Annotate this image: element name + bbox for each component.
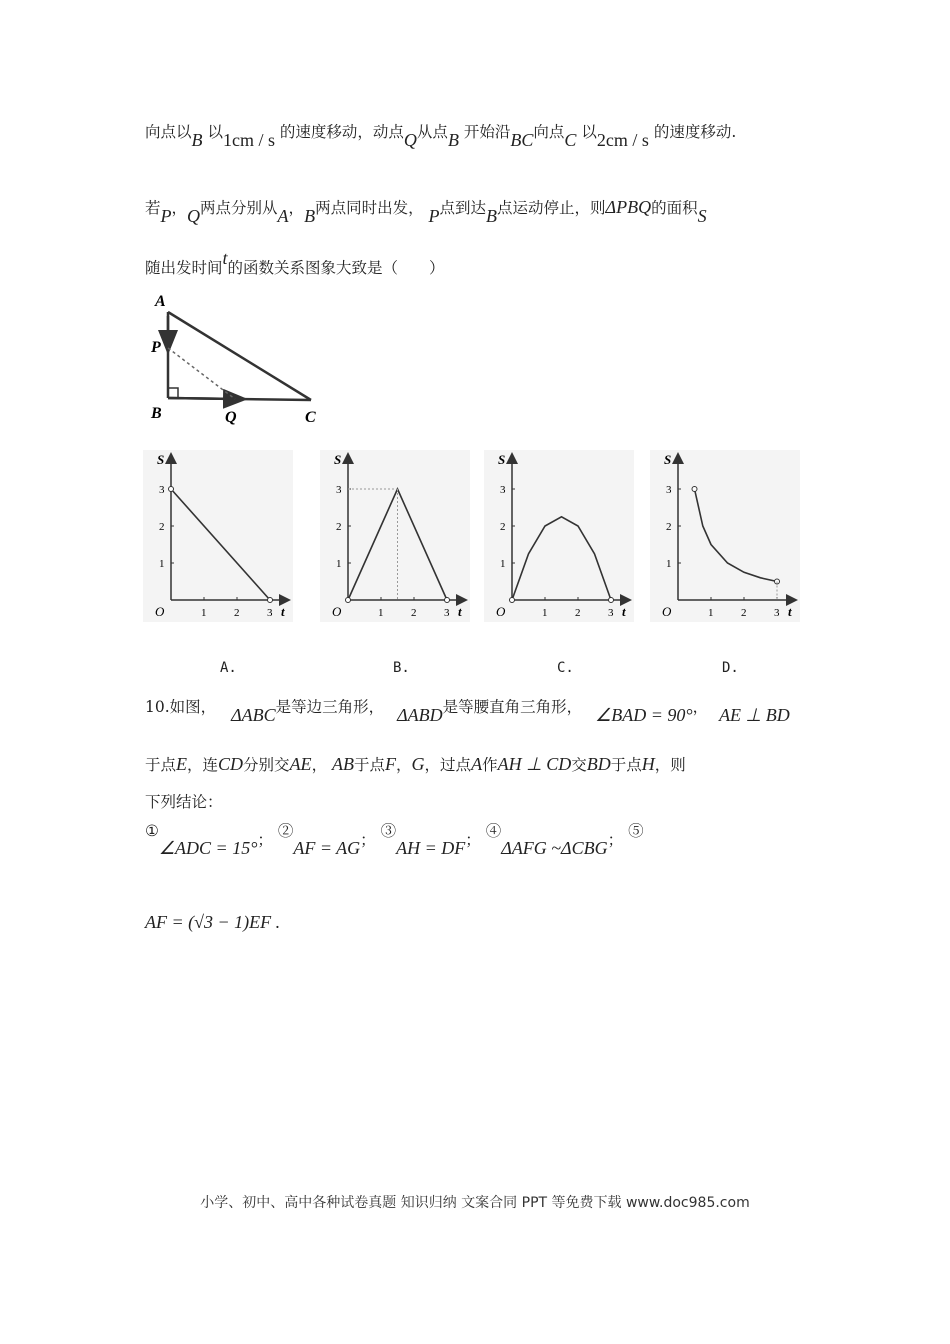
statement-3: AH = DF — [396, 838, 466, 858]
math-b: B — [447, 130, 459, 150]
origin-label: O — [155, 604, 165, 619]
endpoint-marker — [510, 598, 515, 603]
endpoint-marker — [609, 598, 614, 603]
y-axis-label: S — [664, 452, 672, 467]
math-cd: CD — [218, 754, 244, 774]
y-tick-label: 3 — [336, 484, 342, 496]
math-f: F — [385, 754, 397, 774]
x-tick-label: 3 — [444, 607, 450, 619]
endpoint-marker — [268, 598, 273, 603]
right-angle-mark — [168, 388, 178, 398]
y-axis-label: S — [157, 452, 165, 467]
text: 以 — [207, 123, 223, 141]
endpoint-marker — [169, 487, 174, 492]
text: 向点以 — [145, 123, 192, 141]
math-h: H — [641, 754, 655, 774]
math-speed1: 1cm / s — [222, 130, 275, 150]
x-axis-label: t — [622, 604, 626, 619]
option-a-label: A. — [220, 660, 237, 676]
text: ，则 — [654, 756, 686, 774]
x-tick-label: 3 — [608, 607, 614, 619]
y-tick-label: 1 — [666, 558, 672, 570]
circled-2: ② — [277, 822, 294, 840]
text: 向点 — [533, 123, 565, 141]
x-tick-label: 2 — [575, 607, 581, 619]
text: 两点分别从 — [200, 199, 278, 217]
text: 是等边三角形， — [275, 698, 385, 716]
text: 作 — [482, 756, 498, 774]
text: ， — [171, 199, 188, 217]
math-c: C — [564, 130, 577, 150]
math-triangle-abc: ΔABC — [231, 705, 276, 725]
problem10-line2 — [145, 753, 686, 775]
option-c-label: C. — [557, 660, 574, 676]
math-b: B — [304, 206, 316, 226]
problem10-line1 — [145, 695, 790, 725]
circled-4: ④ — [485, 822, 502, 840]
label-a: A — [155, 293, 166, 310]
y-tick-label: 1 — [159, 558, 165, 570]
math-speed2: 2cm / s — [596, 130, 649, 150]
triangle-figure — [143, 290, 333, 430]
problem10-line3: 下列结论： — [145, 793, 223, 811]
endpoint-marker — [346, 598, 351, 603]
math-e: E — [176, 754, 188, 774]
graph-d — [650, 450, 800, 622]
x-tick-label: 1 — [542, 607, 548, 619]
footer: 小学、初中、高中各种试卷真题 知识归纳 文案合同 PPT 等免费下载 www.doc985.com — [200, 1195, 750, 1211]
series-line — [512, 517, 611, 600]
arrow-q — [168, 398, 238, 399]
x-axis-label: t — [788, 604, 792, 619]
math-t: t — [222, 248, 228, 268]
text: ， — [692, 698, 709, 716]
math-triangle-pbq: ΔPBQ — [605, 197, 652, 217]
text: 的面积 — [651, 199, 698, 217]
x-tick-label: 2 — [411, 607, 417, 619]
label-q: Q — [225, 409, 237, 426]
problem9-line2 — [145, 196, 707, 226]
text: 点到达 — [439, 199, 487, 217]
problem-number: 10.如图， — [145, 698, 217, 716]
math-s: S — [697, 206, 707, 226]
text: 以 — [581, 123, 597, 141]
x-tick-label: 1 — [201, 607, 207, 619]
x-axis-label: t — [281, 604, 285, 619]
separator: ； — [257, 831, 273, 849]
y-tick-label: 2 — [159, 521, 165, 533]
option-b-label: B. — [393, 660, 410, 676]
endpoint-marker — [692, 487, 697, 492]
y-tick-label: 3 — [159, 484, 165, 496]
circled-3: ③ — [380, 822, 397, 840]
graph-a — [143, 450, 293, 622]
y-tick-label: 3 — [666, 484, 672, 496]
statement-2: AF = AG — [293, 838, 361, 858]
text: 于点 — [354, 756, 386, 774]
y-tick-label: 2 — [336, 521, 342, 533]
option-d-label: D. — [722, 660, 739, 676]
statement-5: AF = (√3 − 1)EF . — [145, 912, 281, 932]
endpoint-marker — [445, 598, 450, 603]
text: 的速度移动. — [653, 123, 737, 141]
origin-label: O — [332, 604, 342, 619]
math-ae: AE — [289, 754, 312, 774]
statement-1: ∠ADC = 15° — [158, 838, 258, 858]
graph-c — [484, 450, 634, 622]
problem10-conclusions — [145, 822, 644, 858]
graph-b — [320, 450, 470, 622]
y-axis-label: S — [498, 452, 506, 467]
text: 是等腰直角三角形， — [442, 698, 583, 716]
math-g: G — [411, 754, 425, 774]
text: 交 — [571, 756, 587, 774]
text: 开始沿 — [463, 123, 511, 141]
x-tick-label: 2 — [741, 607, 747, 619]
problem9-line3 — [145, 248, 445, 278]
separator: ； — [465, 831, 481, 849]
statement-4: ΔAFG ~ΔCBG — [501, 838, 608, 858]
math-a: A — [471, 754, 483, 774]
x-tick-label: 3 — [774, 607, 780, 619]
text: 分别交 — [243, 756, 290, 774]
y-axis-label: S — [334, 452, 342, 467]
series-line — [171, 489, 270, 600]
math-q: Q — [403, 130, 417, 150]
math-b: B — [486, 206, 498, 226]
text: 的函数关系图象大致是（ ） — [227, 259, 445, 277]
text: 的速度移动，动点 — [279, 123, 404, 141]
text: 于点 — [610, 756, 642, 774]
y-tick-label: 2 — [500, 521, 506, 533]
text: 若 — [145, 199, 161, 217]
origin-label: O — [662, 604, 672, 619]
y-tick-label: 1 — [500, 558, 506, 570]
math-bc: BC — [510, 130, 534, 150]
circled-5: ⑤ — [628, 822, 644, 840]
x-tick-label: 1 — [708, 607, 714, 619]
text: 于点 — [145, 756, 177, 774]
math-angle-bad: ∠BAD = 90° — [595, 705, 693, 725]
series-line — [695, 489, 778, 582]
label-c: C — [305, 409, 316, 426]
text: ， — [396, 756, 412, 774]
math-bd: BD — [586, 754, 611, 774]
math-ah-perp-cd: AH ⊥ CD — [497, 754, 572, 774]
text: ， — [288, 199, 305, 217]
y-tick-label: 3 — [500, 484, 506, 496]
y-tick-label: 2 — [666, 521, 672, 533]
x-axis-label: t — [458, 604, 462, 619]
x-tick-label: 2 — [234, 607, 240, 619]
label-p: P — [151, 339, 161, 356]
math-b: B — [191, 130, 203, 150]
separator: ； — [360, 831, 376, 849]
text: ，过点 — [424, 756, 472, 774]
text: 两点同时出发， — [315, 199, 424, 217]
math-p: P — [428, 206, 440, 226]
problem9-line1 — [145, 120, 737, 150]
x-tick-label: 1 — [378, 607, 384, 619]
math-q: Q — [187, 206, 201, 226]
text: ， — [311, 756, 328, 774]
math-ab: AB — [332, 754, 355, 774]
math-ae-perp-bd: AE ⊥ BD — [719, 705, 790, 725]
problem10-statement-5 — [145, 912, 280, 933]
text: 随出发时间 — [145, 259, 223, 277]
label-b: B — [151, 405, 162, 422]
side-ac — [168, 312, 311, 400]
circled-1: ① — [145, 822, 159, 840]
separator: ； — [607, 831, 624, 849]
math-p: P — [160, 206, 172, 226]
origin-label: O — [496, 604, 506, 619]
text: 从点 — [416, 123, 448, 141]
y-tick-label: 1 — [336, 558, 342, 570]
text: 点运动停止，则 — [497, 199, 606, 217]
math-triangle-abd: ΔABD — [397, 705, 443, 725]
text: ，连 — [187, 756, 219, 774]
math-a: A — [277, 206, 289, 226]
x-tick-label: 3 — [267, 607, 273, 619]
